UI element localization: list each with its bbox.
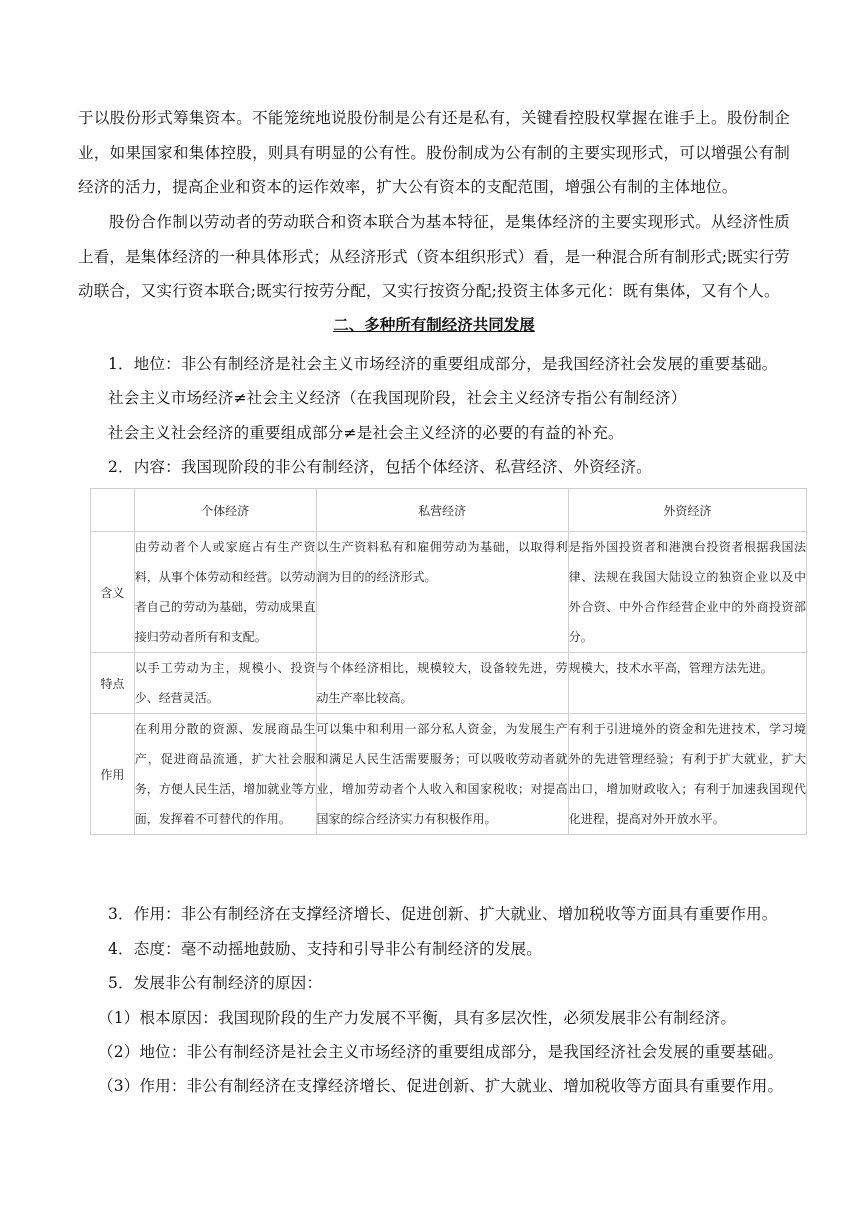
reason-1-fundamental: （1）根本原因：我国现阶段的生产力发展不平衡，具有多层次性，必须发展非公有制经济。 [98,1009,737,1027]
reason-3-role: （3）作用：非公有制经济在支撑经济增长、促进创新、扩大就业、增加税收等方面具有重要作用。 [98,1077,784,1095]
table-row [91,714,807,835]
point-5-reasons: 5．发展非公有制经济的原因： [108,974,323,992]
table-cell: 规模大，技术水平高，管理方法先进。 [568,653,806,714]
section-heading: 二、多种所有制经济共同发展 [333,316,535,334]
table-corner-cell [91,489,135,532]
table-cell: 在利用分散的资源、发展商品生产，促进商品流通，扩大社会服务，方便人民生活，增加就业等方面，发挥着不可替代的作用。 [134,714,316,835]
table-cell: 可以集中和利用一部分私人资金，为发展生产和满足人民生活需要服务；可以吸收劳动者就业，增加劳动者个人收入和国家税收；对提高国家的综合经济实力有积极作用。 [316,714,568,835]
table-cell: 以生产资料私有和雇佣劳动为基础，以取得利润为目的的经济形式。 [316,532,568,653]
column-header-private: 私营经济 [316,489,568,532]
column-header-individual: 个体经济 [134,489,316,532]
paragraph-shareholding: 于以股份形式筹集资本。不能笼统地说股份制是公有还是私有，关键看控股权掌握在谁手上。股份制企业，如果国家和集体控股，则具有明显的公有性。股份制成为公有制的主要实现形式，可以增强公有制经济的活力，提高企业和资本的运作效率，扩大公有资本的支配范围，增强公有制的主体地位。 [78,109,790,196]
economy-comparison-table [90,488,807,835]
point-1-status: 1．地位：非公有制经济是社会主义市场经济的重要组成部分，是我国经济社会发展的重要基础。 [108,355,778,373]
table-cell: 是指外国投资者和港澳台投资者根据我国法律、法规在我国大陆设立的独资企业以及中外合资、中外合作经营企业中的外商投资部分。 [568,532,806,653]
row-label-role: 作用 [91,714,135,835]
table-row [91,653,807,714]
note-important-component: 社会主义社会经济的重要组成部分≠是社会主义经济的必要的有益的补充。 [108,424,624,442]
paragraph-cooperative: 股份合作制以劳动者的劳动联合和资本联合为基本特征，是集体经济的主要实现形式。从经济性质上看，是集体经济的一种具体形式；从经济形式（资本组织形式）看，是一种混合所有制形式;既实行劳动联合，又实行资本联合;既实行按劳分配，又实行按资分配;投资主体多元化：既有集体，又有个人。 [78,213,790,300]
point-4-attitude: 4．态度：毫不动摇地鼓励、支持和引导非公有制经济的发展。 [108,940,542,958]
table-cell: 与个体经济相比，规模较大，设备较先进，劳动生产率比较高。 [316,653,568,714]
table-cell: 由劳动者个人或家庭占有生产资料，从事个体劳动和经营。以劳动者自己的劳动为基础，劳动成果直接归劳动者所有和支配。 [134,532,316,653]
column-header-foreign: 外资经济 [568,489,806,532]
note-market-economy: 社会主义市场经济≠社会主义经济（在我国现阶段，社会主义经济专指公有制经济） [108,389,687,407]
row-label-meaning: 含义 [91,532,135,653]
point-2-content: 2．内容：我国现阶段的非公有制经济，包括个体经济、私营经济、外资经济。 [108,458,652,476]
table-row [91,532,807,653]
table-header-row [91,489,807,532]
reason-2-status: （2）地位：非公有制经济是社会主义市场经济的重要组成部分，是我国经济社会发展的重要基础。 [98,1043,784,1061]
point-3-role: 3．作用：非公有制经济在支撑经济增长、促进创新、扩大就业、增加税收等方面具有重要作用。 [108,905,778,923]
table-cell: 以手工劳动为主，规模小、投资少、经营灵活。 [134,653,316,714]
table-cell: 有利于引进境外的资金和先进技术，学习境外的先进管理经验；有利于扩大就业，扩大出口，增加财政收入；有利于加速我国现代化进程，提高对外开放水平。 [568,714,806,835]
row-label-features: 特点 [91,653,135,714]
